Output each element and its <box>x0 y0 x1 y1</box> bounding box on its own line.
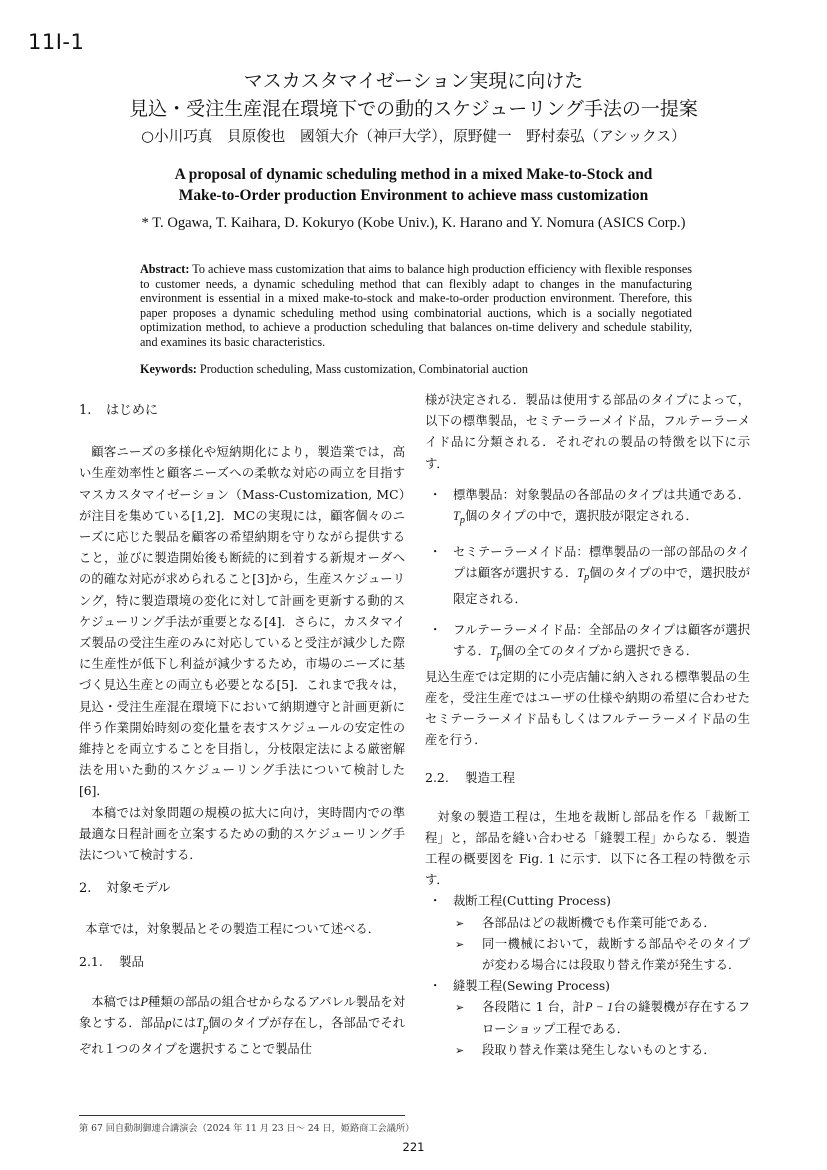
keywords <box>140 362 700 377</box>
text-run: 個のタイプの中で，選択肢が限定される． <box>464 509 698 524</box>
subsection-title: 製造工程 <box>465 770 516 786</box>
text-run: 標準製品：対象製品の各部品のタイプは共通である． <box>453 487 750 502</box>
text-run: セミテーラーメイド品：標準製品の一部の部品のタイプは顧客が選択する． <box>453 544 750 580</box>
title-en-line1: A proposal of dynamic scheduling method in a mixed Make-to-Stock and <box>174 166 653 183</box>
subsection-heading-2-2 <box>425 767 750 788</box>
section-heading-2 <box>79 878 405 899</box>
process-sewing-item-2 <box>425 1040 750 1061</box>
bullet-icon: ・ <box>429 894 442 909</box>
process-cutting <box>425 891 750 912</box>
text-run: 個のタイプが存在し，各部品でそれぞれ１つのタイプを選択することで製品仕 <box>79 1016 405 1056</box>
arrow-bullet-icon: ➢ <box>455 1001 465 1015</box>
math-var: T <box>489 643 497 658</box>
left-column <box>79 400 405 1060</box>
arrow-bullet-icon: ➢ <box>455 916 465 930</box>
products-paragraph <box>79 992 405 1060</box>
text-run: 台の縫製機が存在するフローショップ工程である． <box>482 1000 750 1036</box>
math-var: p <box>165 1016 172 1031</box>
title-ja-line2: 見込・受注生産混在環境下での動的スケジューリング手法の一提案 <box>129 98 698 120</box>
text-run: 各段階に 1 台，計 <box>482 1000 585 1015</box>
product-item-semi <box>425 542 750 610</box>
text-run: には <box>171 1016 197 1031</box>
subsection-number: 2.1. <box>79 953 103 969</box>
text-run: 段取り替え作業は発生しないものとする． <box>482 1042 716 1057</box>
bullet-icon: ・ <box>429 979 442 994</box>
authors-en: * T. Ogawa, T. Kaihara, D. Kokuryo (Kobe Univ.), K. Harano and Y. Nomura (ASICS Corp.) <box>141 215 686 231</box>
section-number: 2. <box>79 881 92 897</box>
section-heading-1 <box>79 400 405 421</box>
abstract <box>140 262 692 350</box>
paper-id: 11I-1 <box>28 30 85 54</box>
text-run: 個のタイプの中で，選択肢が限定される． <box>453 565 750 606</box>
process-paragraph: 対象の製造工程は，生地を裁断し部品を作る「裁断工程」と，部品を縫い合わせる「縫製工程」からなる．製造工程の概要図を Fig. 1 に示す．以下に各工程の特徴を示す． <box>425 809 750 888</box>
footer-divider <box>79 1115 405 1116</box>
math-subscript: p <box>584 572 590 584</box>
math-expression: P − 1 <box>585 1000 614 1015</box>
footer-conference: 第 67 回自動制御連合講演会（2024 年 11 月 23 日～ 24 日，姫路商工会議所） <box>79 1123 415 1134</box>
text-run: 種類の部品の組合せからなるアパレル製品を対象とする．部品 <box>79 994 405 1031</box>
process-sewing-item-1 <box>425 997 750 1039</box>
title-en-line2: Make-to-Order production Environment to achieve mass customization <box>178 187 649 204</box>
subsection-heading-2-1 <box>79 951 405 972</box>
arrow-bullet-icon: ➢ <box>455 1043 465 1057</box>
math-subscript: p <box>459 515 465 527</box>
product-item-standard <box>425 485 750 532</box>
intro-paragraph-2: 本稿では対象問題の規模の拡大に向け，実時間内での準最適な日程計画を立案するための動的スケジューリング手法について検討する． <box>79 805 405 863</box>
process-sewing <box>425 976 750 997</box>
title-ja-line1: マスカスタマイゼーション実現に向けた <box>243 70 584 92</box>
text-run: 同一機械において，裁断する部品やそのタイプが変わる場合には段取り替え作業が発生する． <box>482 936 750 973</box>
math-var: P <box>140 994 149 1009</box>
abstract-text: To achieve mass customization that aims to balance high production efficiency with flexible responses to customer needs, a dynamic scheduling method that can flexibly adapt to changes in the manufacturing environment is essential in a mixed make-to-stock and make-to-order production environment. Therefore, this paper proposes a dynamic scheduling method using combinatorial auctions, which is a socially negotiated optimization method, to achieve a production scheduling that balances on-time delivery and schedule stability, and examines its basic characteristics. <box>140 262 693 349</box>
section-title: はじめに <box>106 403 159 418</box>
products-paragraph-cont: 様が決定される．製品は使用する部品のタイプによって，以下の標準製品，セミテーラーメイド品，フルテーラーメイド品に分類される．それぞれの製品の特徴を以下に示す． <box>425 393 750 471</box>
process-name: 裁断工程(Cutting Process) <box>453 894 611 909</box>
bullet-icon: ・ <box>429 622 442 637</box>
section2-paragraph: 本章では，対象製品とその製造工程について述べる． <box>85 922 381 937</box>
subsection-title: 製品 <box>119 953 145 969</box>
page-number: 221 <box>402 1140 425 1154</box>
process-cutting-item-1 <box>425 913 750 934</box>
math-var: T <box>196 1016 204 1031</box>
text-run: フルテーラーメイド品：全部品のタイプは顧客が選択する． <box>453 622 750 658</box>
text-run: 個の全てのタイプから選択できる． <box>501 643 699 658</box>
process-name: 縫製工程(Sewing Process) <box>453 979 610 994</box>
math-var: T <box>577 565 585 580</box>
bullet-icon: ・ <box>429 544 442 559</box>
production-paragraph: 見込生産では定期的に小売店舗に納入される標準製品の生産を，受注生産ではユーザの仕様や納期の希望に合わせたセミテーラーメイド品もしくはフルテーラーメイド品の生産を行う． <box>425 669 750 748</box>
keywords-label: Keywords: <box>140 362 197 376</box>
right-column <box>425 390 750 1061</box>
intro-paragraph-1: 顧客ニーズの多様化や短納期化により，製造業では，高い生産効率性と顧客ニーズへの柔軟な対応の両立を目指すマスカスタマイゼーション（Mass-Customization, MC）が注目を集めている[1,2]．MCの実現には，顧客個々のニーズに応じた製品を顧客の希望納期を守りながら提供すること，並びに製造開始後も断続的に到着する新規オーダへの的確な対応が求められること[3]から，生産スケジューリング，特に製造環境の変化に対して計画を更新する動的スケジューリング手法が重要となる[4]．さらに，カスタマイズ製品の受注生産のみに対応していると受注が減少した際に生産性が低下し利益が減少するため，市場のニーズに基づく見込生産との両立も必要となる[5]．これまで我々は，見込・受注生産混在環境下において納期遵守と計画更新に伴う作業開始時刻の変化量を表すスケジュールの安定性の維持とを両立することを目指し，分枝限定法による厳密解法を用いた動的スケジューリング手法について検討した[6]． <box>79 445 405 799</box>
product-item-full <box>425 620 750 667</box>
section-title: 対象モデル <box>106 881 171 897</box>
text-run: 本稿では <box>91 994 141 1009</box>
abstract-label: Abstract: <box>140 262 190 276</box>
authors-ja: ○小川巧真 貝原俊也 國領大介（神戸大学），原野健一 野村泰弘（アシックス） <box>141 128 686 145</box>
bullet-icon: ・ <box>429 487 442 502</box>
math-subscript: p <box>496 650 502 662</box>
arrow-bullet-icon: ➢ <box>455 937 465 951</box>
text-run: 各部品はどの裁断機でも作業可能である． <box>482 915 716 930</box>
math-subscript: p <box>203 1022 209 1034</box>
math-var: T <box>453 509 460 524</box>
section-number: 1. <box>79 403 92 418</box>
subsection-number: 2.2. <box>425 770 449 786</box>
process-cutting-item-2 <box>425 934 750 976</box>
keywords-text: Production scheduling, Mass customization, Combinatorial auction <box>199 362 528 376</box>
